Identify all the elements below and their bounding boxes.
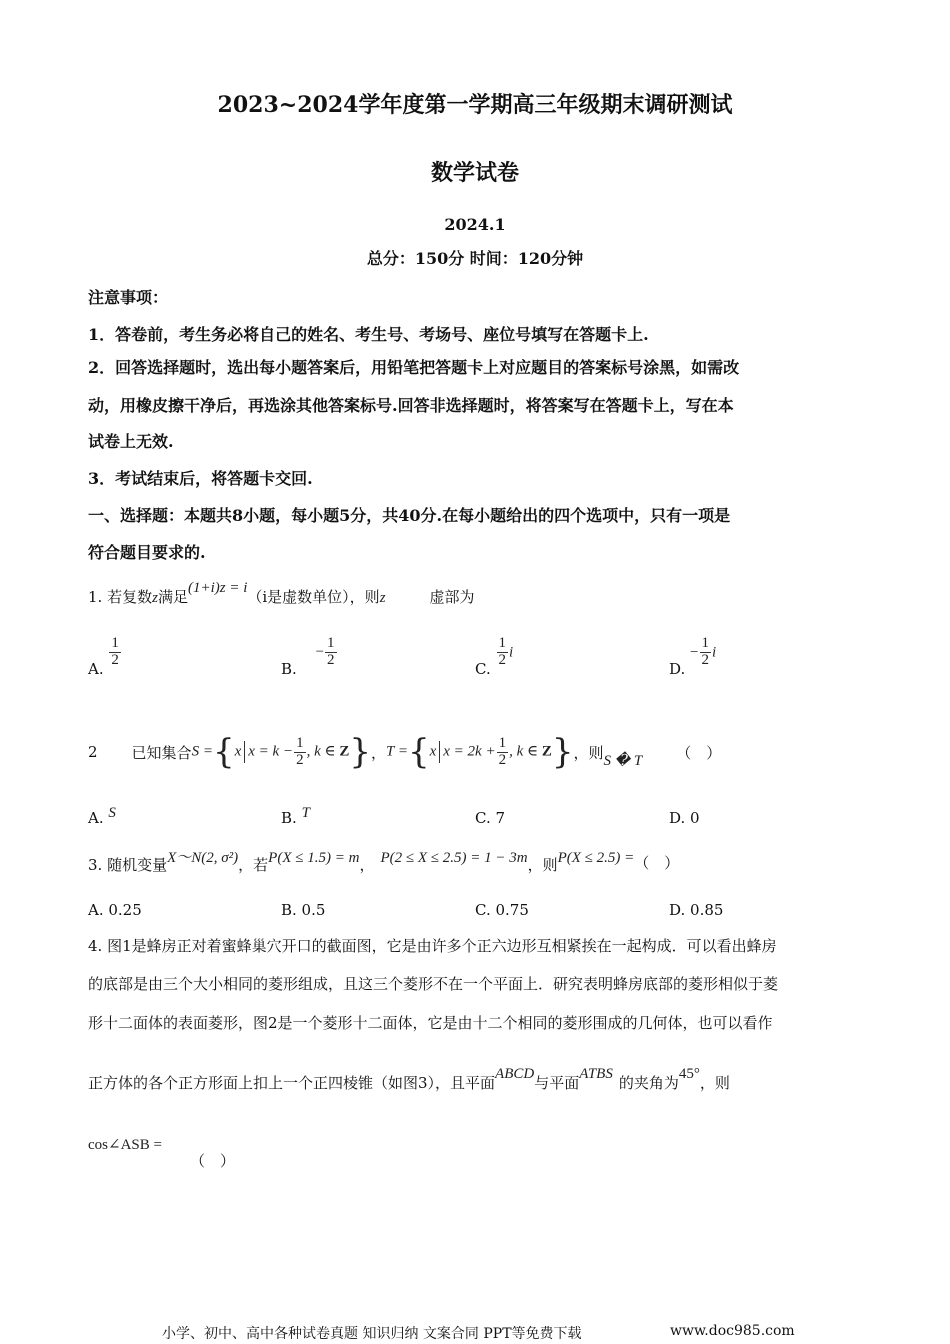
q2-set-t: T ={x x = 2k + $\frac{1}{2}$ , k ∈ Z} — [386, 732, 574, 772]
q4-plane-atbs: ATBS — [579, 1066, 613, 1082]
exam-score-time: 总分：150分 时间：120分钟 — [366, 249, 584, 268]
q3-condition-1: P(X ≤ 1.5) = m — [268, 850, 360, 866]
notes-item-2-line-3: 试卷上无效. — [88, 432, 174, 451]
section-1-intro-line-1: 一、选择题：本题共8小题，每小题5分，共40分.在每小题给出的四个选项中，只有一项是 — [88, 506, 731, 525]
q1-paren-note: （i是虚数单位），则 — [247, 588, 380, 606]
q4-with: 与平面 — [534, 1074, 580, 1092]
q2-option-a-label: A. — [88, 809, 104, 827]
q1-var-z2: z — [379, 590, 386, 606]
q1-option-a[interactable] — [88, 635, 122, 679]
q2-set-s: S ={x x = k − $\frac{1}{2}$ , k ∈ Z} — [191, 732, 371, 772]
q2-then: ，则 — [573, 743, 604, 762]
q4-line-1: 4. 图1是蜂房正对着蜜蜂巢穴开口的截面图，它是由许多个正六边形互相紧挨在一起构成．可以看出蜂房 — [88, 937, 777, 955]
q3-option-d[interactable]: D. 0.85 — [669, 901, 724, 919]
q4-ask: cos∠ASB = — [88, 1137, 162, 1153]
q3-comma: ， — [359, 856, 375, 874]
q3-option-c[interactable]: C. 0.75 — [475, 901, 529, 919]
notes-item-2-line-1: 2．回答选择题时，选出每小题答案后，用铅笔把答题卡上对应题目的答案标号涂黑，如需改 — [88, 358, 740, 377]
q1-suffix: 虚部为 — [429, 588, 475, 606]
q2-prefix: 已知集合 — [131, 743, 192, 762]
q3-distribution: X～N(2, σ²) — [167, 850, 239, 866]
q3-option-a[interactable]: A. 0.25 — [88, 901, 142, 919]
q4-angle-text: 的夹角为 — [618, 1074, 679, 1092]
q1-option-a-label: A. — [88, 660, 104, 679]
q4-paren: （ ） — [190, 1152, 236, 1170]
q1-var-z: z — [152, 590, 158, 606]
q1-option-d-value: $\frac{1}{2}$ — [701, 635, 710, 668]
q4-plane-abcd: ABCD — [495, 1066, 535, 1082]
question-3-stem — [88, 846, 680, 874]
q1-satisfies: 满足 — [157, 588, 188, 606]
q3-then: ，则 — [527, 856, 558, 874]
q2-option-a[interactable] — [88, 806, 116, 825]
q1-option-c[interactable]: C. $\frac{1}{2}$ i — [475, 635, 514, 679]
q3-prefix: 3. 随机变量 — [88, 856, 168, 874]
q2-paren: （ ） — [676, 743, 722, 762]
q2-number: 2 — [88, 743, 98, 761]
q4-then: ，则 — [699, 1074, 730, 1092]
q1-equation: (1+i)z = i — [187, 580, 248, 596]
q4-line-3: 形十二面体的表面菱形，图2是一个菱形十二面体，它是由十二个相同的菱形围成的几何体，也可以看作 — [88, 1014, 773, 1032]
q4-ask-line — [88, 1135, 162, 1154]
q2-option-c[interactable]: C. 7 — [475, 809, 506, 827]
q4-line-2: 的底部是由三个大小相同的菱形组成，且这三个菱形不在一个平面上．研究表明蜂房底部的菱形相似于菱 — [88, 975, 779, 993]
notes-heading: 注意事项： — [88, 288, 169, 307]
q1-option-a-value: $\frac{1}{2}$ — [111, 635, 119, 668]
q3-paren: （ ） — [634, 854, 680, 872]
notes-item-2-line-2: 动，用橡皮擦干净后，再选涂其他答案标号.回答非选择题时，将答案写在答题卡上，写在本 — [88, 396, 734, 415]
q1-option-d-label: D. — [669, 660, 686, 679]
notes-item-1: 1．答卷前，考生务必将自己的姓名、考生号、考场号、座位号填写在答题卡上. — [88, 325, 649, 344]
footer-site-link[interactable]: www.doc985.com — [670, 1323, 795, 1339]
q1-option-b-value: $\frac{1}{2}$ — [327, 635, 335, 668]
q2-option-b[interactable] — [281, 806, 310, 825]
q2-option-b-label: B. — [281, 809, 297, 827]
q2-option-a-value: S — [108, 805, 116, 821]
q4-angle: 45° — [678, 1066, 700, 1082]
exam-subtitle: 数学试卷 — [430, 160, 519, 186]
exam-date: 2024.1 — [444, 215, 506, 234]
q2-option-b-value: T — [301, 805, 310, 821]
q2-comma: ， — [370, 743, 386, 762]
notes-item-3: 3．考试结束后，将答题卡交回. — [88, 469, 313, 488]
q3-ask: P(X ≤ 2.5) = — [557, 850, 635, 866]
exam-title: 2023~2024学年度第一学期高三年级期末调研测试 — [217, 92, 733, 118]
q1-prefix: 1. 若复数 — [88, 588, 153, 606]
q4-line-4 — [88, 1062, 730, 1092]
q1-option-b-label: B. — [281, 660, 297, 679]
section-1-intro-line-2: 符合题目要求的. — [88, 543, 206, 562]
footer-text: 小学、初中、高中各种试卷真题 知识归纳 文案合同 PPT等免费下载 — [162, 1326, 582, 1342]
q1-option-d[interactable]: D. − $\frac{1}{2}$ i — [669, 635, 717, 679]
q1-option-b[interactable]: B. − $\frac{1}{2}$ — [281, 635, 335, 679]
q3-option-b[interactable]: B. 0.5 — [281, 901, 326, 919]
q2-option-d[interactable]: D. 0 — [669, 809, 700, 827]
q1-option-c-label: C. — [475, 660, 491, 679]
question-2-stem — [88, 722, 721, 782]
question-1-stem — [88, 580, 475, 607]
q2-expr: S � T — [603, 752, 643, 769]
q1-option-c-value: $\frac{1}{2}$ — [498, 635, 506, 668]
q3-condition-2: P(2 ≤ X ≤ 2.5) = 1 − 3m — [380, 850, 528, 866]
q3-if: ，若 — [238, 856, 269, 874]
q4-line-4-prefix: 正方体的各个正方形面上扣上一个正四棱锥（如图3），且平面 — [88, 1074, 496, 1092]
